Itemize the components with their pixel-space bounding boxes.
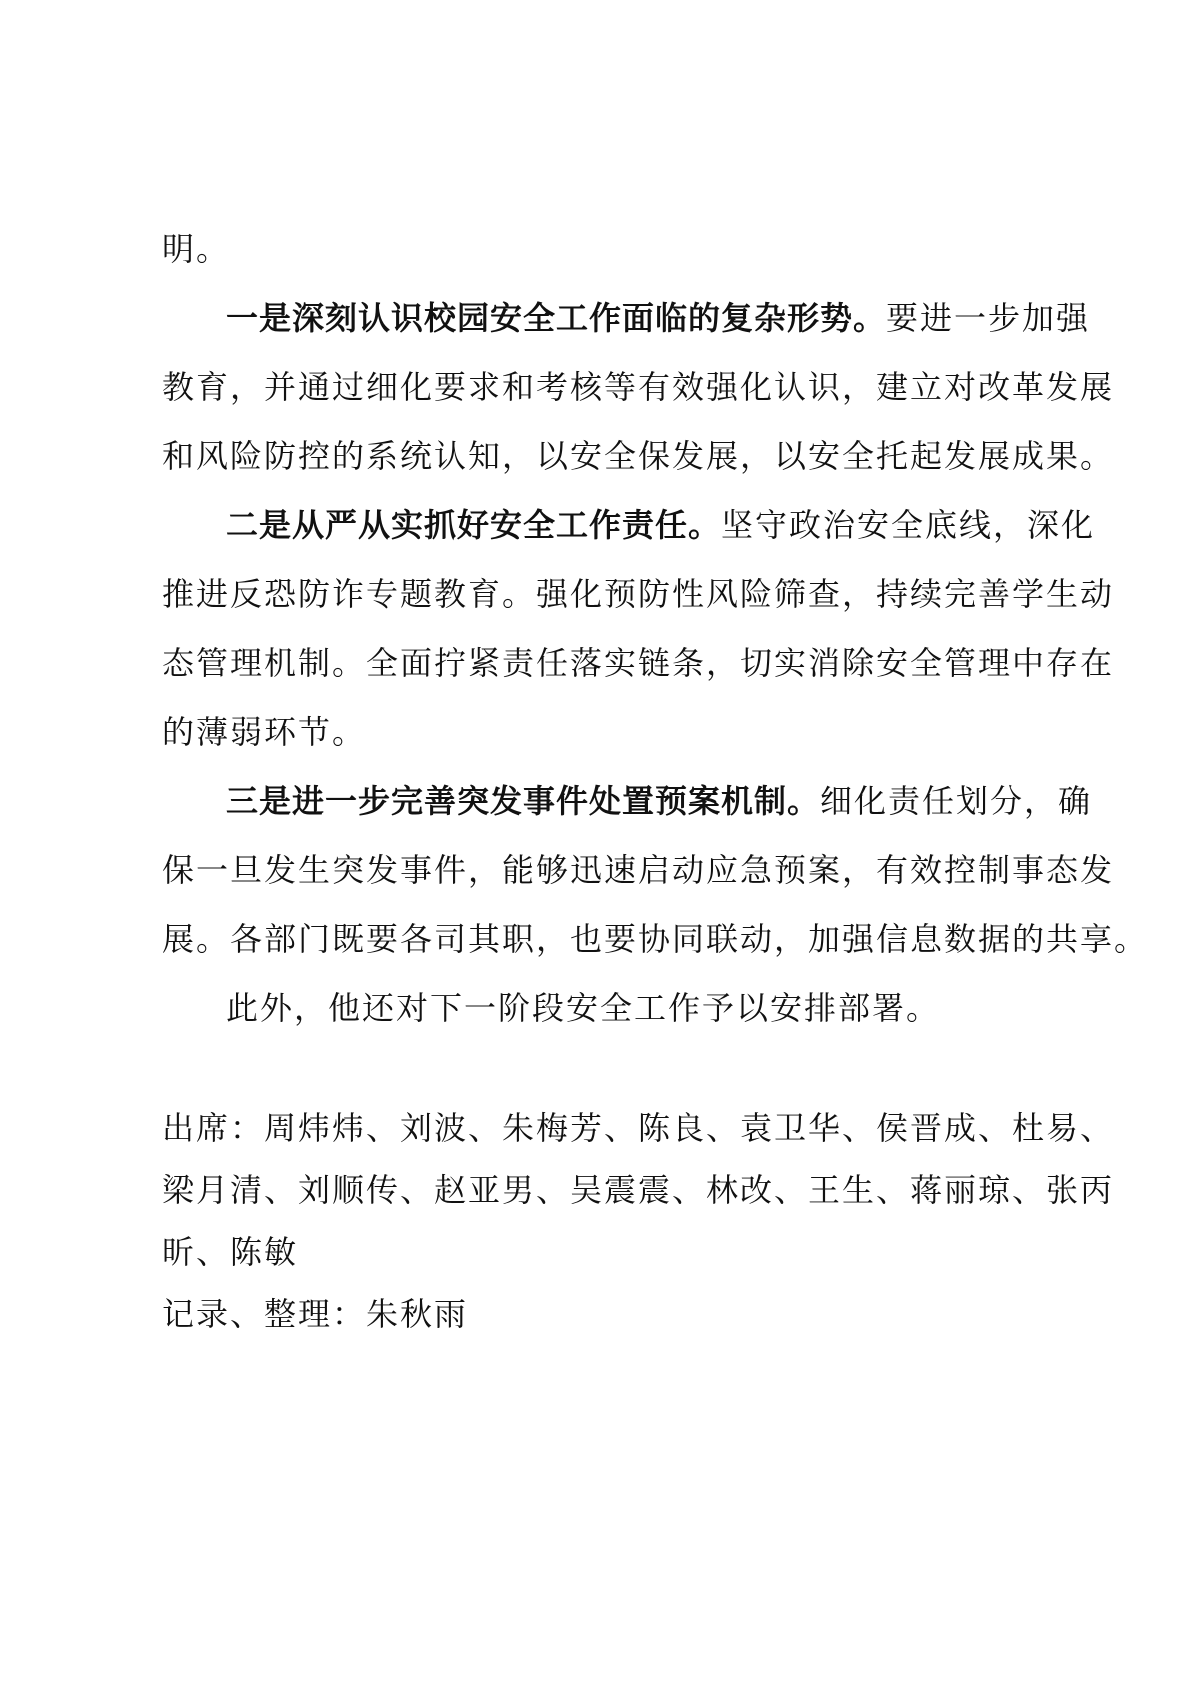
- continuation-text: 明。: [162, 230, 231, 268]
- paragraph-2-line-3: 态管理机制。全面拧紧责任落实链条，切实消除安全管理中存在: [162, 644, 1115, 682]
- paragraph-2-lead: 二是从严从实抓好安全工作责任。: [226, 506, 722, 544]
- paragraph-3-text: 细化责任划分，确: [820, 782, 1093, 820]
- paragraph-3-lead: 三是进一步完善突发事件处置预案机制。: [226, 782, 821, 820]
- attendees-line-1: 出席：周炜炜、刘波、朱梅芳、陈良、袁卫华、侯晋成、杜易、: [162, 1109, 1115, 1147]
- paragraph-3-line-2: 保一旦发生突发事件，能够迅速启动应急预案，有效控制事态发: [162, 851, 1115, 889]
- attendees-line-2: 梁月清、刘顺传、赵亚男、吴震震、林改、王生、蒋丽琼、张丙: [162, 1171, 1115, 1209]
- section-spacer: [162, 1043, 1042, 1097]
- paragraph-2-line-4: 的薄弱环节。: [162, 713, 367, 751]
- paragraph-1-line-1: [162, 284, 1091, 353]
- paragraph-2-line-2: 推进反恐防诈专题教育。强化预防性风险筛查，持续完善学生动: [162, 575, 1115, 613]
- paragraph-1-line-3: 和风险防控的系统认知，以安全保发展，以安全托起发展成果。: [162, 437, 1115, 475]
- paragraph-1-lead: 一是深刻认识校园安全工作面临的复杂形势。: [226, 299, 887, 337]
- paragraph-3-line-3: 展。各部门既要各司其职，也要协同联动，加强信息数据的共享。: [162, 920, 1149, 958]
- paragraph-1-text: 要进一步加强: [886, 299, 1091, 337]
- paragraph-3-line-1: [162, 767, 1093, 836]
- paragraph-2-line-1: [162, 491, 1096, 560]
- document-page: [162, 215, 1149, 1345]
- attendees-line-3: 昕、陈敏: [162, 1233, 299, 1271]
- recorder-line: 记录、整理：朱秋雨: [162, 1295, 469, 1333]
- paragraph-2-text: 坚守政治安全底线，深化: [721, 506, 1096, 544]
- paragraph-1-line-2: 教育，并通过细化要求和考核等有效强化认识，建立对改革发展: [162, 368, 1115, 406]
- closing-paragraph: 此外，他还对下一阶段安全工作予以安排部署。: [226, 989, 941, 1027]
